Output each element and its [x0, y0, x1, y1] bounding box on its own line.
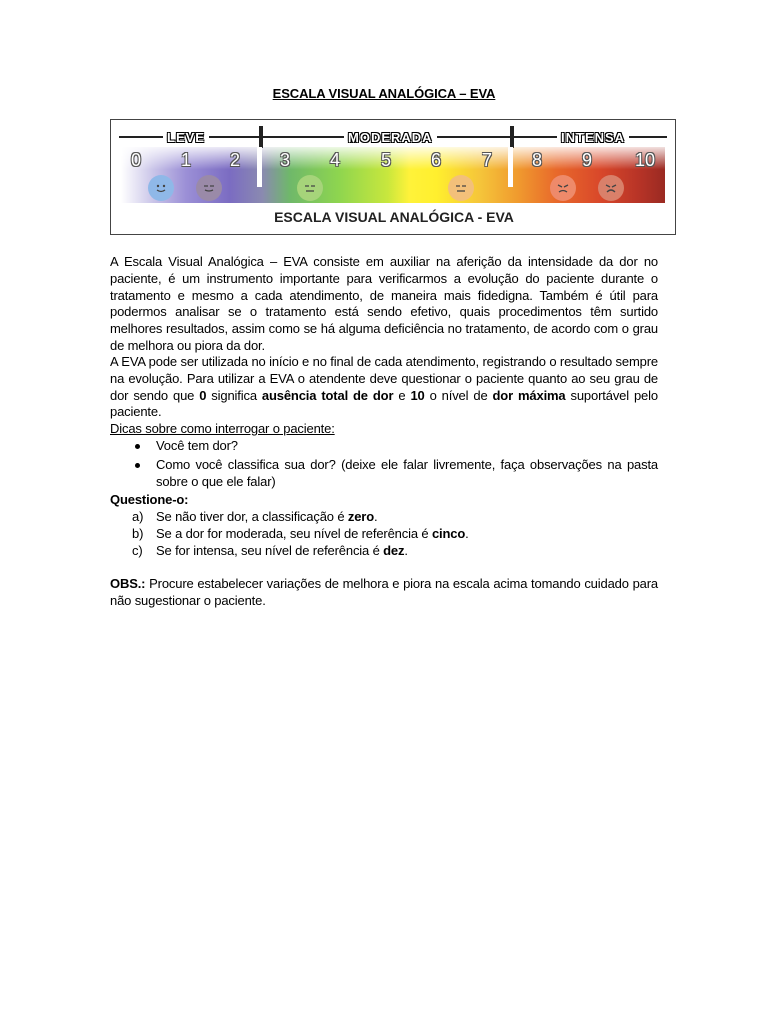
scale-number-4: 4 — [329, 150, 340, 170]
obs-note — [110, 576, 658, 610]
paragraph-usage-text: suportável pelo paciente. — [110, 387, 658, 420]
scale-number-0: 0 — [130, 150, 141, 170]
list-item — [110, 438, 658, 455]
list-item — [110, 526, 658, 543]
list-item — [110, 457, 658, 491]
scale-divider — [508, 147, 513, 187]
band-label-leve: LEVE — [163, 130, 209, 145]
max-pain-term: dor máxima — [492, 387, 566, 403]
tip-text: Você tem dor? — [156, 438, 238, 453]
smiling-face-icon — [148, 175, 174, 201]
list-item — [110, 543, 658, 560]
band-label-intensa: INTENSA — [557, 130, 629, 145]
obs-text: Procure estabelecer variações de melhora e piora na escala acima tomando cuidado para não sugestionar o paciente. — [110, 576, 658, 608]
punctuation: . — [404, 542, 408, 558]
list-marker: a) — [132, 509, 144, 524]
punctuation: . — [374, 509, 378, 524]
smiling-face-icon — [196, 175, 222, 201]
scale-number-6: 6 — [430, 150, 441, 170]
bullet-icon — [135, 444, 140, 449]
band-divider — [510, 126, 514, 148]
band-label-moderada: MODERADA — [344, 130, 437, 145]
paragraph-intro: A Escala Visual Analógica – EVA consiste em auxiliar na aferição da intensidade da dor no paciente, é um instrumento importante para verificarmos a evolução do paciente durante o tratamento e mesmo a cada atendimento, de maneira mais fidedigna. Também é útil para podermos analisar se o tratamento está sendo efetivo, quais procedimentos têm surtido melhores resultados, assim como se há alguma deficiência no tratamento, de acordo com o grau de melhora ou piora da dor. — [110, 254, 658, 353]
tip-text: Como você classifica sua dor? (deixe ele falar livremente, faça observações na pasta sobre o que ele falar) — [156, 456, 658, 489]
scale-number-8: 8 — [531, 150, 542, 170]
question-answer: cinco — [431, 525, 466, 541]
page-title: ESCALA VISUAL ANALÓGICA – EVA — [272, 86, 496, 101]
neutral-face-icon — [297, 175, 323, 201]
list-marker: c) — [132, 542, 143, 558]
ten-value: 10 — [410, 387, 425, 403]
paragraph-usage-text: A EVA pode ser utilizada no início e no final de cada atendimento, registrando o resultado sempre na evolução. Para utilizar a EVA o atendente deve questionar o paciente quanto ao seu grau de dor sendo que — [110, 354, 658, 403]
scale-number-1: 1 — [180, 150, 191, 170]
eva-scale-figure — [110, 119, 676, 235]
question-heading: Questione-o: — [110, 492, 189, 507]
no-pain-term: ausência total de dor — [261, 387, 394, 403]
scale-divider — [257, 147, 262, 187]
list-marker: b) — [132, 525, 144, 541]
paragraph-usage-text: significa — [206, 387, 262, 403]
punctuation: . — [465, 525, 469, 541]
paragraph-usage-text: o nível de — [424, 387, 493, 403]
questions-list — [110, 509, 658, 559]
tips-heading: Dicas sobre como interrogar o paciente: — [110, 421, 335, 436]
question-text: Se não tiver dor, a classificação é — [156, 509, 348, 524]
tips-list — [110, 438, 658, 490]
figure-caption: ESCALA VISUAL ANALÓGICA - EVA — [274, 209, 514, 225]
bullet-icon — [135, 463, 140, 468]
neutral-face-icon — [448, 175, 474, 201]
band-divider — [259, 126, 263, 148]
sad-face-icon — [598, 175, 624, 201]
scale-number-3: 3 — [279, 150, 290, 170]
question-answer: zero — [347, 509, 375, 524]
sad-face-icon — [550, 175, 576, 201]
question-text: Se for intensa, seu nível de referência é — [156, 542, 384, 558]
question-text: Se a dor for moderada, seu nível de referência é — [156, 525, 432, 541]
zero-value: 0 — [199, 387, 207, 403]
paragraph-usage-text: e — [393, 387, 411, 403]
list-item — [110, 509, 658, 526]
scale-number-2: 2 — [229, 150, 240, 170]
band-labels — [119, 126, 667, 148]
question-answer: dez — [383, 542, 405, 558]
paragraph-usage — [110, 354, 658, 421]
scale-number-5: 5 — [380, 150, 391, 170]
scale-number-10: 10 — [634, 150, 656, 170]
scale-number-9: 9 — [581, 150, 592, 170]
scale-number-7: 7 — [481, 150, 492, 170]
obs-label: OBS.: — [110, 576, 146, 591]
